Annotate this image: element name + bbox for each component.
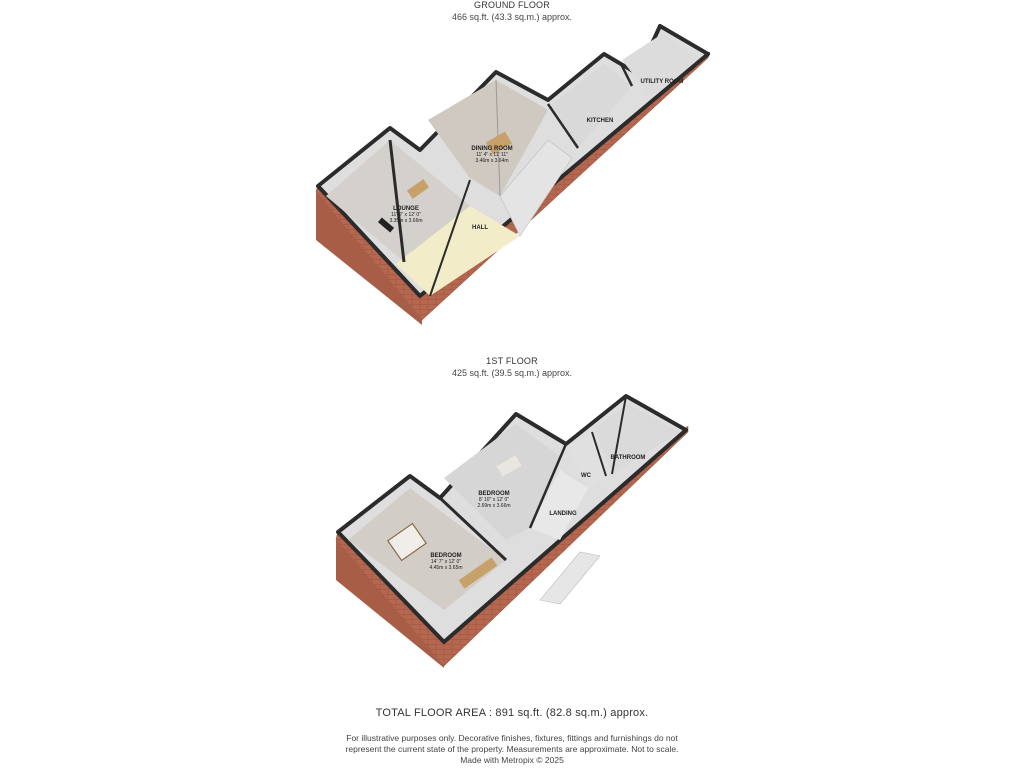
first-floor-area: 425 sq.ft. (39.5 sq.m.) approx. xyxy=(451,368,573,378)
disclaimer-line-1: For illustrative purposes only. Decorative finishes, fixtures, fittings and furnishings do not xyxy=(346,733,678,743)
kitchen-label: KITCHEN xyxy=(586,118,614,124)
total-floor-area: TOTAL FLOOR AREA : 891 sq.ft. (82.8 sq.m.) approx. xyxy=(375,707,649,719)
disclaimer-line-3: Made with Metropix © 2025 xyxy=(460,755,564,765)
first-floor-title: 1ST FLOOR xyxy=(486,356,538,366)
lounge-label: LOUNGE xyxy=(393,206,419,212)
disclaimer xyxy=(0,733,1024,766)
bedroom2-dim-metric: 2.69m x 3.66m xyxy=(477,503,511,509)
dining-label: DINING ROOM xyxy=(471,146,513,152)
bedroom2-dim-imperial: 8' 10" x 12' 0" xyxy=(478,497,510,503)
bedroom1-dim-metric: 4.45m x 3.65m xyxy=(429,565,463,571)
bathroom-label: BATHROOM xyxy=(610,455,646,461)
lounge-dim-metric: 3.35m x 3.66m xyxy=(389,218,423,224)
landing-label: LANDING xyxy=(549,511,577,517)
hall-label: HALL xyxy=(472,225,488,231)
utility-label: UTILITY ROOM xyxy=(640,79,684,85)
lounge-dim-imperial: 11' 0" x 12' 0" xyxy=(391,212,421,218)
ground-floor-title: GROUND FLOOR xyxy=(474,0,550,10)
dining-dim-metric: 3.46m x 3.64m xyxy=(475,158,509,164)
bedroom1-dim-imperial: 14' 7" x 12' 0" xyxy=(430,559,462,565)
ground-floor-area: 466 sq.ft. (43.3 sq.m.) approx. xyxy=(451,12,573,22)
disclaimer-line-2: represent the current state of the property. Measurements are approximate. Not to scale. xyxy=(345,744,679,754)
bedroom2-label: BEDROOM xyxy=(478,491,510,497)
wc-label: WC xyxy=(581,473,591,479)
bedroom1-label: BEDROOM xyxy=(430,553,462,559)
dining-dim-imperial: 11' 4" x 11' 11" xyxy=(476,152,508,158)
